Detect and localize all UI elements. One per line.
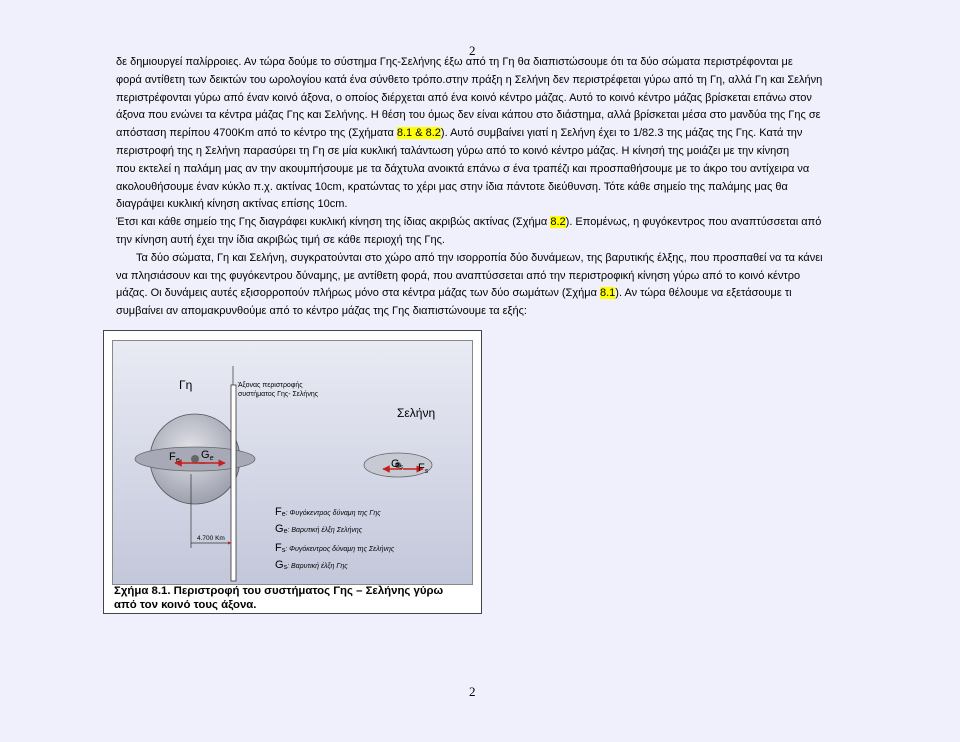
- text-line: Τα δύο σώματα, Γη και Σελήνη, συγκρατούνται στο χώρο από την ισορροπία δύο δυνάμεων, της βαρυτικής έλξης, που προσπαθεί να τα κάνει: [136, 251, 823, 264]
- moon-label: Σελήνη: [397, 406, 436, 420]
- caption-line: Σχήμα 8.1. Περιστροφή του συστήματος Γης – Σελήνης γύρω: [114, 585, 444, 597]
- figure-8-1: [103, 330, 482, 614]
- legend-ge: Ge: Βαρυτική έλξη Σελήνης: [275, 523, 363, 535]
- text-line: περιστρέφονται γύρω από έναν κοινό άξονα, ο οποίος διέρχεται από ένα κοινό κέντρο μάζας. Αυτό το κοινό κέντρο μάζας βρίσκεται επάνω στον: [116, 91, 812, 104]
- figure-legend: [275, 506, 395, 571]
- text-line: απόσταση περίπου 4700Km από το κέντρο της (Σχήματα: [116, 127, 397, 140]
- paragraph-1: [116, 54, 842, 214]
- caption-line: από τον κοινό τους άξονα.: [114, 599, 257, 611]
- earth-label: Γη: [179, 378, 193, 392]
- text-line: που εκτελεί η παλάμη μας αν την ακουμπήσουμε με τα δάχτυλα ανοικτά επάνω σ ένα τραπέζι και προσπαθήσουμε με το άκρο του αντίχειρα να: [116, 162, 810, 175]
- page-number-top: 2: [469, 43, 476, 58]
- text-line: φορά αντίθετη των δεικτών του ωρολογίου κατά ένα σύνθετο τρόπο.στην πράξη η Σελήνη δεν περιστρέφεται γύρω από τη Γη, αλλά Γη και Σελήνη: [116, 73, 823, 86]
- ge-label: Ge: [201, 449, 214, 462]
- distance-label: 4.700 Km: [197, 535, 225, 542]
- earth-center: [191, 455, 199, 463]
- axis-label-line2: συστήματος Γης- Σελήνης: [238, 391, 319, 398]
- figure-illustration: [112, 340, 473, 585]
- text-line: Έτσι και κάθε σημείο της Γης διαγράφει κυκλική κίνηση της ίδιας ακριβώς ακτίνας (Σχήμα: [116, 216, 551, 229]
- highlighted-ref: 8.1 & 8.2: [396, 127, 441, 140]
- gs-label: Gs: [391, 458, 404, 471]
- axis-label-line1: Άξονας περιστροφής: [238, 382, 303, 389]
- text-line: ). Επομένως, η φυγόκεντρος που αναπτύσσεται από: [565, 216, 822, 229]
- text-line: περιστροφή της η Σελήνη παρασύρει τη Γη σε μία κυκλική ταλάντωση γύρω από το κοινό κέντρο μάζας. Η κίνησή της μοιάζει με την κίνηση: [116, 144, 790, 157]
- page-number-bottom: 2: [469, 684, 476, 699]
- text-line: συμβαίνει αν απομακρυνθούμε από το κέντρο μάζας της Γης διαπιστώνουμε τα εξής:: [116, 305, 527, 318]
- earth-moon-diagram: [113, 341, 472, 584]
- text-line: διαγράψει κυκλική κίνηση ακτίνας επίσης 10cm.: [116, 198, 348, 211]
- paragraph-2: [116, 214, 842, 250]
- text-line: την κίνηση αυτή έχει την ίδια ακριβώς τιμή σε κάθε περιοχή της Γης.: [116, 233, 445, 246]
- rotation-axis: [231, 385, 236, 581]
- highlighted-ref: 8.2: [550, 216, 566, 229]
- text-line: άξονα που ενώνει τα κέντρα μάζας Γης και Σελήνης. Η θέση του όμως δεν είναι κάπου στο διάστημα, αλλά βρίσκεται μέσα στο μανδύα της Γης σε: [116, 109, 821, 122]
- highlighted-ref: 8.1: [600, 287, 616, 300]
- legend-gs: Gs: Βαρυτική έλξη Γης: [275, 559, 348, 571]
- paragraph-3: [116, 250, 842, 321]
- text-line: μάζας. Οι δυνάμεις αυτές εξισορροπούν πλήρως μόνο στα κέντρα μάζας των δύο σωμάτων (Σχήμα: [116, 287, 600, 300]
- body-text: [116, 54, 842, 321]
- fe-label: Fe: [169, 451, 180, 464]
- legend-fe: Fe: Φυγόκεντρος δύναμη της Γης: [275, 506, 381, 518]
- fs-label: Fs: [418, 462, 429, 475]
- text-line: δε δημιουργεί παλίρροιες. Αν τώρα δούμε το σύστημα Γης-Σελήνης έξω από τη Γη θα διαπιστώσουμε ότι τα δύο σώματα περιστρέφονται με: [116, 56, 793, 68]
- text-line: ). Αυτό συμβαίνει γιατί η Σελήνη έχει το 1/82.3 της μάζας της Γης. Κατά την: [440, 127, 803, 140]
- text-line: ακολουθήσουμε έναν κύκλο π.χ. ακτίνας 10cm, κρατώντας το χέρι μας στην ίδια πάντοτε διεύθυνση. Τότε κάθε σημείο της παλάμης μας θα: [116, 180, 788, 193]
- text-line: ). Αν τώρα θέλουμε να εξετάσουμε τι: [615, 287, 792, 300]
- figure-caption: [114, 584, 474, 612]
- text-line: να πλησιάσουν και της φυγόκεντρου δύναμης, με αντίθετη φορά, που αναπτύσσεται από την περιστροφική κίνηση γύρω από το κοινό κέντρο: [116, 269, 801, 282]
- legend-fs: Fs: Φυγόκεντρος δύναμη της Σελήνης: [275, 542, 395, 554]
